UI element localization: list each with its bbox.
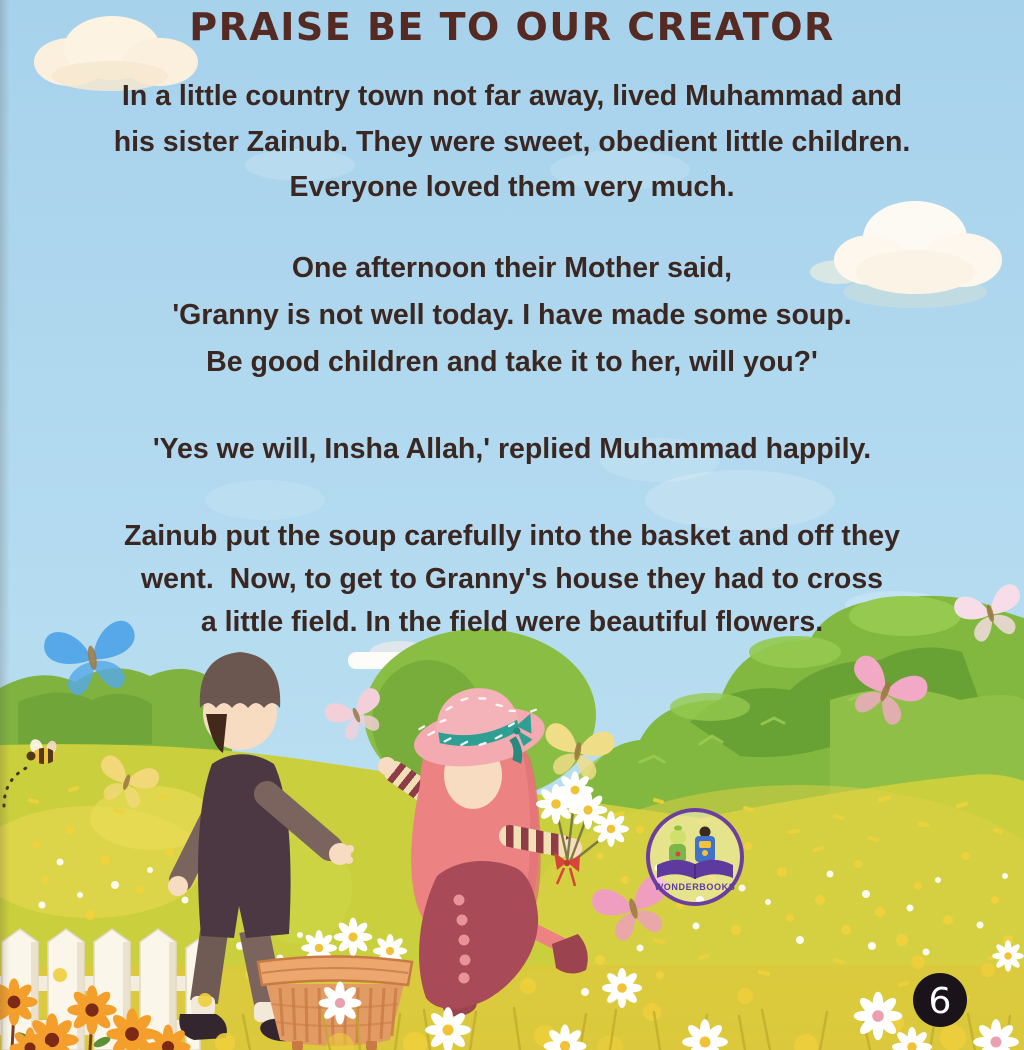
- story-line: 'Granny is not well today. I have made some soup.: [172, 299, 852, 331]
- wonderbooks-watermark: [648, 810, 742, 904]
- story-line: One afternoon their Mother said,: [291, 252, 733, 284]
- page-title: PRAISE BE TO OUR CREATOR: [189, 5, 835, 49]
- story-line: 'Yes we will, Insha Allah,' replied Muhammad happily.: [152, 433, 872, 465]
- story-line: Everyone loved them very much.: [289, 171, 735, 203]
- wonderbooks-label: WONDERBOOKS: [654, 882, 736, 892]
- page-number: 6: [928, 981, 952, 1022]
- page-number-badge: [913, 973, 967, 1027]
- story-line: went. Now, to get to Granny's house they had to cross: [140, 563, 884, 595]
- story-line: his sister Zainub. They were sweet, obedient little children.: [113, 125, 911, 158]
- page-edge-shadow: [0, 0, 10, 1050]
- story-line: Be good children and take it to her, will you?': [206, 346, 818, 378]
- story-line: Zainub put the soup carefully into the basket and off they: [124, 520, 900, 552]
- story-line: a little field. In the field were beautiful flowers.: [200, 606, 824, 638]
- story-line: In a little country town not far away, lived Muhammad and: [121, 80, 903, 112]
